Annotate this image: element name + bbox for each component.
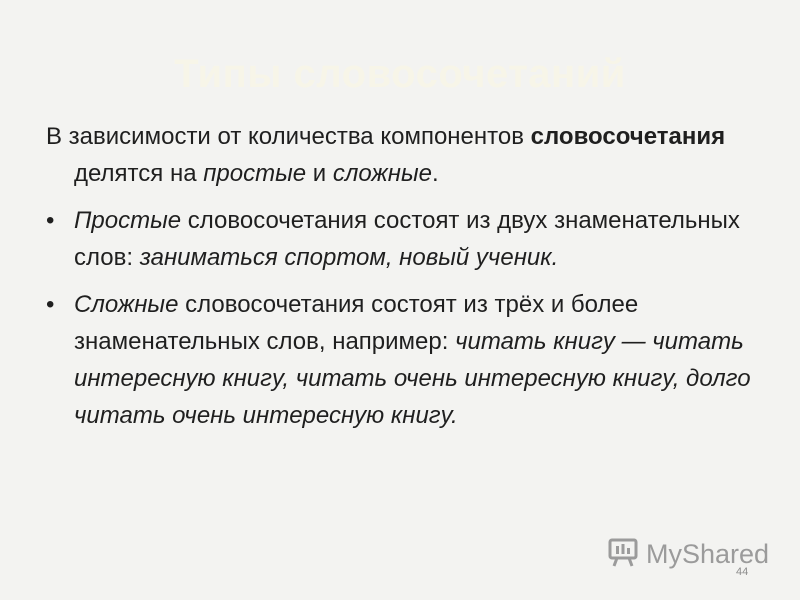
intro-text-2: делятся на: [74, 160, 204, 187]
bullet-simple: [46, 202, 766, 276]
intro-bold-word: словосочетания: [530, 123, 726, 150]
intro-paragraph: [46, 118, 766, 192]
bullet-lead: Простые: [74, 207, 182, 234]
bullet-marker: •: [46, 291, 55, 318]
bullet-complex: [46, 286, 766, 434]
bullet-example: читать книгу — читать интересную книгу, читать очень интересную книгу, долго читать очень интересную книгу.: [74, 328, 751, 429]
intro-text-4: .: [431, 160, 439, 187]
bullet-marker: •: [46, 207, 55, 234]
slide-content: [46, 118, 766, 444]
slide-number: 44: [736, 566, 749, 578]
myshared-logo-text: MyShared: [646, 538, 770, 569]
intro-text-3: и: [306, 160, 333, 187]
slide-title: Типы словосочетаний: [174, 52, 626, 96]
myshared-logo-icon: [606, 536, 640, 573]
bullet-text: словосочетания состоят из двух знаменательных слов:: [74, 207, 740, 271]
intro-text-1: В зависимости от количества компонентов: [46, 123, 531, 150]
intro-italic-complex: сложные: [332, 160, 432, 187]
bullet-example: заниматься спортом, новый ученик.: [139, 244, 559, 271]
bullet-text: словосочетания состоят из трёх и более знаменательных слов, например:: [74, 291, 639, 355]
intro-italic-simple: простые: [203, 160, 307, 187]
bullet-lead: Сложные: [74, 291, 179, 318]
